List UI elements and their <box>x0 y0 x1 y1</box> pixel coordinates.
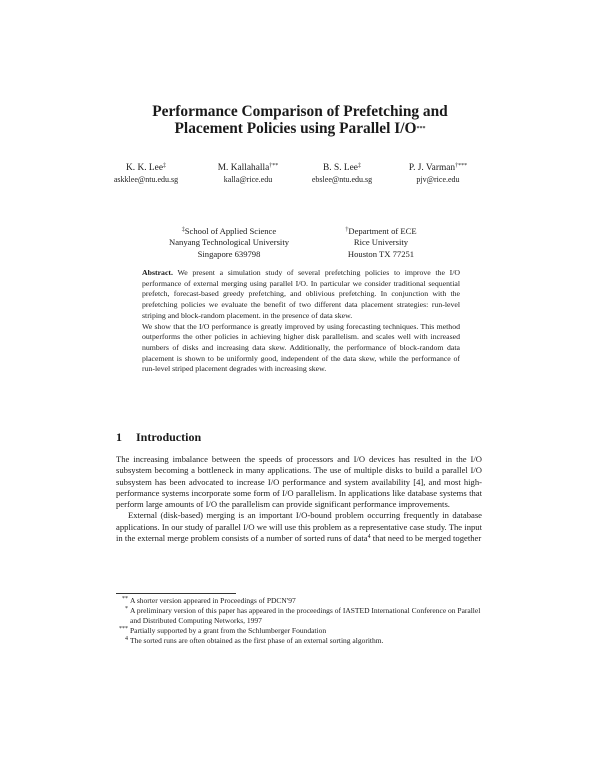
author-3 <box>296 162 388 185</box>
footnote <box>116 626 486 636</box>
footnote-text: A shorter version appeared in Proceedings of PDCN'97 <box>130 596 296 605</box>
footnote-text: A preliminary version of this paper has appeared in the proceedings of IASTED International Conference on Parallel and Distributed Computing Networks, 1997 <box>130 606 481 625</box>
affiliation-2 <box>324 226 438 260</box>
author-email: askklee@ntu.edu.sg <box>113 175 179 184</box>
affiliation-line-1: Department of ECE <box>348 226 417 236</box>
footnote-mark: *** <box>119 626 128 632</box>
author-email: pjv@rice.edu <box>416 175 460 184</box>
title-footnote-mark: *** <box>416 126 426 132</box>
intro-paragraph-2-text: External (disk-based) merging is an important I/O-bound problem occurring frequently in database applications. In our study of parallel I/O we will use this problem as a representative case study. The input in the external merge problem consists of a number of sorted runs of data <box>116 510 482 544</box>
title-line-1: Performance Comparison of Prefetching and <box>152 103 448 120</box>
section-title: Introduction <box>136 430 202 444</box>
paper-title <box>100 103 500 137</box>
affiliation-line-2: Nanyang Technological University <box>169 237 289 248</box>
footnote-ref: 4 <box>367 534 371 541</box>
affiliation-mark: † <box>345 227 349 233</box>
intro-paragraph-2-tail: that need to be merged together <box>370 533 482 544</box>
affiliation-line-3: Houston TX 77251 <box>347 248 415 259</box>
author-name: P. J. Varman <box>408 163 456 173</box>
intro-paragraph-2 <box>116 510 482 544</box>
author-mark: †*** <box>455 163 468 169</box>
footnote <box>116 636 486 646</box>
abstract-label: Abstract. <box>142 268 173 277</box>
intro-paragraph-1: The increasing imbalance between the speeds of processors and I/O devices has resulted in the I/O subsystem becoming a bottleneck in many applications. The use of multiple disks to build a parallel I/O subsystem has been advocated to increase I/O performance and system availability [4], and most high-performance systems incorporate some form of I/O parallelism. In applications like database systems that perform large amounts of I/O the parallelism can provide significant performance improvements. <box>116 454 482 510</box>
affiliation-mark: ‡ <box>181 227 185 233</box>
footnote-text: The sorted runs are often obtained as the first phase of an external sorting algorithm. <box>130 636 384 645</box>
affiliation-1 <box>154 226 304 260</box>
abstract-paragraph-1 <box>142 268 460 322</box>
author-mark: ‡ <box>162 163 166 169</box>
author-2 <box>198 162 298 185</box>
author-mark: †** <box>269 163 279 169</box>
section-number: 1 <box>116 430 122 444</box>
footnote-divider <box>116 593 236 594</box>
title-line-2-text: Placement Policies using Parallel I/O <box>174 120 417 137</box>
author-name: M. Kallahalla <box>217 163 270 173</box>
author-email: kalla@rice.edu <box>223 175 273 184</box>
footnote <box>116 606 486 626</box>
title-line-2 <box>100 120 500 137</box>
footnote-text: Partially supported by a grant from the Schlumberger Foundation <box>130 626 327 635</box>
footnote-mark: ** <box>122 596 128 602</box>
author-email: ebslee@ntu.edu.sg <box>311 175 373 184</box>
abstract <box>142 268 460 375</box>
footnote-mark: 4 <box>125 636 128 642</box>
footnote-mark: * <box>125 606 128 612</box>
section-heading <box>116 430 201 444</box>
author-name: B. S. Lee <box>323 163 358 173</box>
footnote <box>116 596 486 606</box>
footnotes <box>116 596 486 646</box>
abstract-text-1: We present a simulation study of several prefetching policies to improve the I/O performance of external merging using parallel I/O. In particular we consider traditional sequential prefetch, forecast-based greedy prefetching, and oblivious prefetching. In conjunction with the prefetching policies we evaluate the benefit of two different data placement strategies: run-level striping and block-random placement. in the presence of data skew. <box>142 268 460 320</box>
affiliation-line-3: Singapore 639798 <box>197 248 261 259</box>
affiliation-line-1: School of Applied Science <box>184 226 277 236</box>
author-1 <box>100 162 192 185</box>
intro-body <box>116 454 482 544</box>
author-4 <box>392 162 484 185</box>
affiliation-line-2: Rice University <box>353 237 409 248</box>
author-mark: ‡ <box>357 163 361 169</box>
author-name: K. K. Lee <box>126 163 163 173</box>
abstract-paragraph-2: We show that the I/O performance is greatly improved by using forecasting techniques. This method outperforms the other policies in achieving higher disk parallelism. and scales well with increased numbers of disks and increasing data skew. Additionally, the performance of block-random data placement is shown to be uniformly good, independent of the data skew, while the performance of run-level striped placement degrades with increasing skew. <box>142 321 460 374</box>
